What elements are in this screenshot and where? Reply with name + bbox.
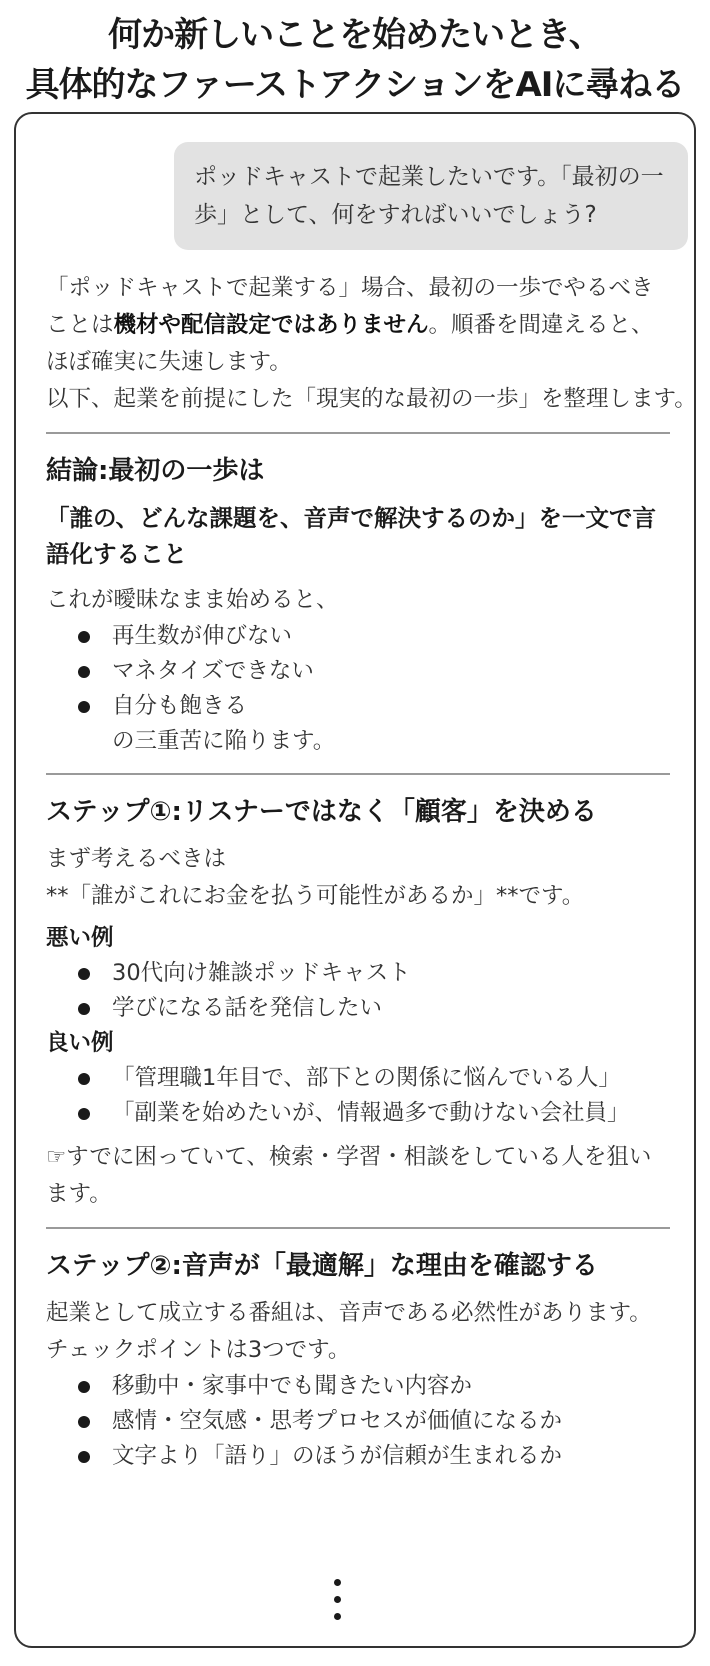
list-item-label: 「副業を始めたいが、情報過多で動けない会社員」 xyxy=(112,1100,630,1126)
good-example-label: 良い例 xyxy=(46,1030,114,1056)
step2-heading: ステップ②:音声が「最適解」な理由を確認する xyxy=(46,1251,598,1281)
list-item-label: 「管理職1年目で、部下との関係に悩んでいる人」 xyxy=(112,1065,621,1091)
bad-example-label: 悪い例 xyxy=(46,925,114,951)
answer-intro-line-2: 以下、起業を前提にした「現実的な最初の一歩」を整理します。 xyxy=(46,386,697,412)
step1-note: ☞すでに困っていて、検索・学習・相談をしている人を狙います。 xyxy=(46,1144,652,1207)
list-item xyxy=(46,654,670,689)
step1-line-1: まず考えるべきは xyxy=(46,846,227,872)
headline xyxy=(0,10,710,110)
divider xyxy=(46,773,670,775)
list-item xyxy=(46,619,670,654)
step2-text: 起業として成立する番組は、音声である必然性があります。チェックポイントは3つです。 xyxy=(46,1300,652,1363)
good-example-list xyxy=(46,1061,670,1131)
list-item xyxy=(46,1061,670,1096)
chat-panel xyxy=(14,112,696,1648)
bullet-icon xyxy=(78,1381,90,1393)
conclusion-statement: 「誰の、どんな課題を、音声で解決するのか」を一文で言語化すること xyxy=(46,504,657,568)
bullet-icon xyxy=(78,1073,90,1085)
bullet-icon xyxy=(78,1451,90,1463)
list-item xyxy=(46,1404,670,1439)
bullet-icon xyxy=(78,968,90,980)
bullet-icon xyxy=(78,1416,90,1428)
vertical-ellipsis-icon xyxy=(334,1579,344,1630)
conclusion-heading: 結論:最初の一歩は xyxy=(46,456,265,486)
step1-line-2: **「誰がこれにお金を払う可能性があるか」**です。 xyxy=(46,883,585,909)
list-item-label: マネタイズできない xyxy=(112,658,314,684)
list-item xyxy=(46,956,670,991)
answer-intro-text-2: 。順番を間違えると、ほぼ確実に失速します。 xyxy=(46,312,654,375)
list-item-label: 再生数が伸びない xyxy=(112,623,293,649)
list-item-label: 移動中・家事中でも聞きたい内容か xyxy=(112,1373,473,1399)
bad-example-list xyxy=(46,956,670,1026)
list-item-label: 感情・空気感・思考プロセスが価値になるか xyxy=(112,1408,563,1434)
list-item-label: 自分も飽きる xyxy=(112,693,248,719)
list-item-label: 学びになる話を発信したい xyxy=(112,995,383,1021)
bullet-icon xyxy=(78,701,90,713)
bullet-icon xyxy=(78,631,90,643)
conclusion-list xyxy=(46,619,670,724)
answer-intro xyxy=(46,270,670,381)
bullet-icon xyxy=(78,1108,90,1120)
list-item xyxy=(46,1096,670,1131)
step2-list xyxy=(46,1369,670,1474)
headline-line-2: 具体的なファーストアクションをAIに尋ねる xyxy=(25,65,685,105)
list-item xyxy=(46,991,670,1026)
list-item-label: 30代向け雑談ポッドキャスト xyxy=(112,960,411,986)
bullet-icon xyxy=(78,666,90,678)
headline-line-1: 何か新しいことを始めたいとき、 xyxy=(108,15,602,55)
conclusion-tail: の三重苦に陥ります。 xyxy=(112,728,336,754)
list-item xyxy=(46,1369,670,1404)
list-item-label: 文字より「語り」のほうが信頼が生まれるか xyxy=(112,1443,563,1469)
step1-heading: ステップ①:リスナーではなく「顧客」を決める xyxy=(46,797,597,827)
conclusion-lead: これが曖昧なまま始めると、 xyxy=(46,587,339,613)
list-item xyxy=(46,689,670,724)
answer-intro-emphasis: 機材や配信設定ではありません xyxy=(113,312,429,338)
user-message-bubble: ポッドキャストで起業したいです。「最初の一歩」として、何をすればいいでしょう? xyxy=(174,142,688,250)
bullet-icon xyxy=(78,1003,90,1015)
answer-intro-text: 「ポッドキャストで起業する」場合、最初の一歩でやるべきことは xyxy=(46,275,654,338)
divider xyxy=(46,1227,670,1229)
divider xyxy=(46,432,670,434)
list-item xyxy=(46,1439,670,1474)
